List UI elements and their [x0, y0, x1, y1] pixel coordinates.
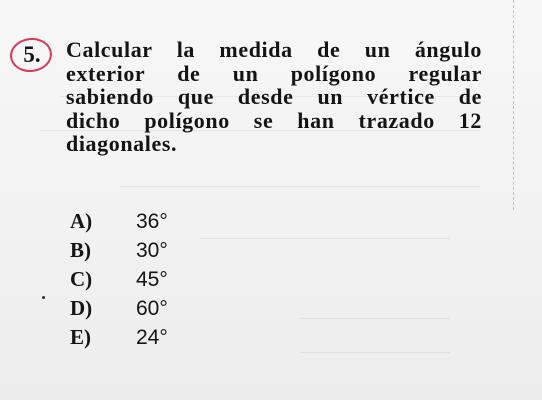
option-a	[70, 207, 168, 236]
bleed-line	[300, 352, 450, 353]
bleed-line	[120, 186, 480, 187]
option-d	[70, 294, 168, 323]
question-line-4: dicho polígono se han trazado 12	[66, 107, 482, 133]
question-text	[66, 38, 482, 156]
question-line-3: sabiendo que desde un vértice de	[66, 84, 482, 109]
option-e	[70, 323, 168, 352]
option-b	[70, 236, 168, 265]
option-letter: E)	[70, 325, 91, 349]
option-c	[70, 265, 168, 294]
question-number	[10, 38, 54, 72]
question-line-2: exterior de un polígono regular	[66, 60, 482, 86]
answer-options	[70, 207, 168, 352]
bleed-line	[200, 238, 450, 239]
question-number-label: 5.	[23, 42, 41, 67]
page-edge	[511, 0, 514, 210]
option-letter: A)	[70, 209, 93, 233]
option-letter: D)	[70, 296, 93, 320]
option-letter: C)	[70, 267, 93, 291]
option-value: 30°	[136, 238, 168, 262]
option-value: 45°	[136, 267, 168, 291]
question-line-5: diagonales.	[66, 131, 178, 156]
option-value: 60°	[136, 296, 168, 320]
bleed-line	[300, 318, 450, 319]
option-letter: B)	[70, 238, 91, 262]
option-value: 36°	[136, 209, 168, 233]
option-value: 24°	[136, 325, 168, 349]
question-line-1: Calcular la medida de un ángulo	[66, 37, 482, 62]
stray-dot	[42, 296, 45, 299]
